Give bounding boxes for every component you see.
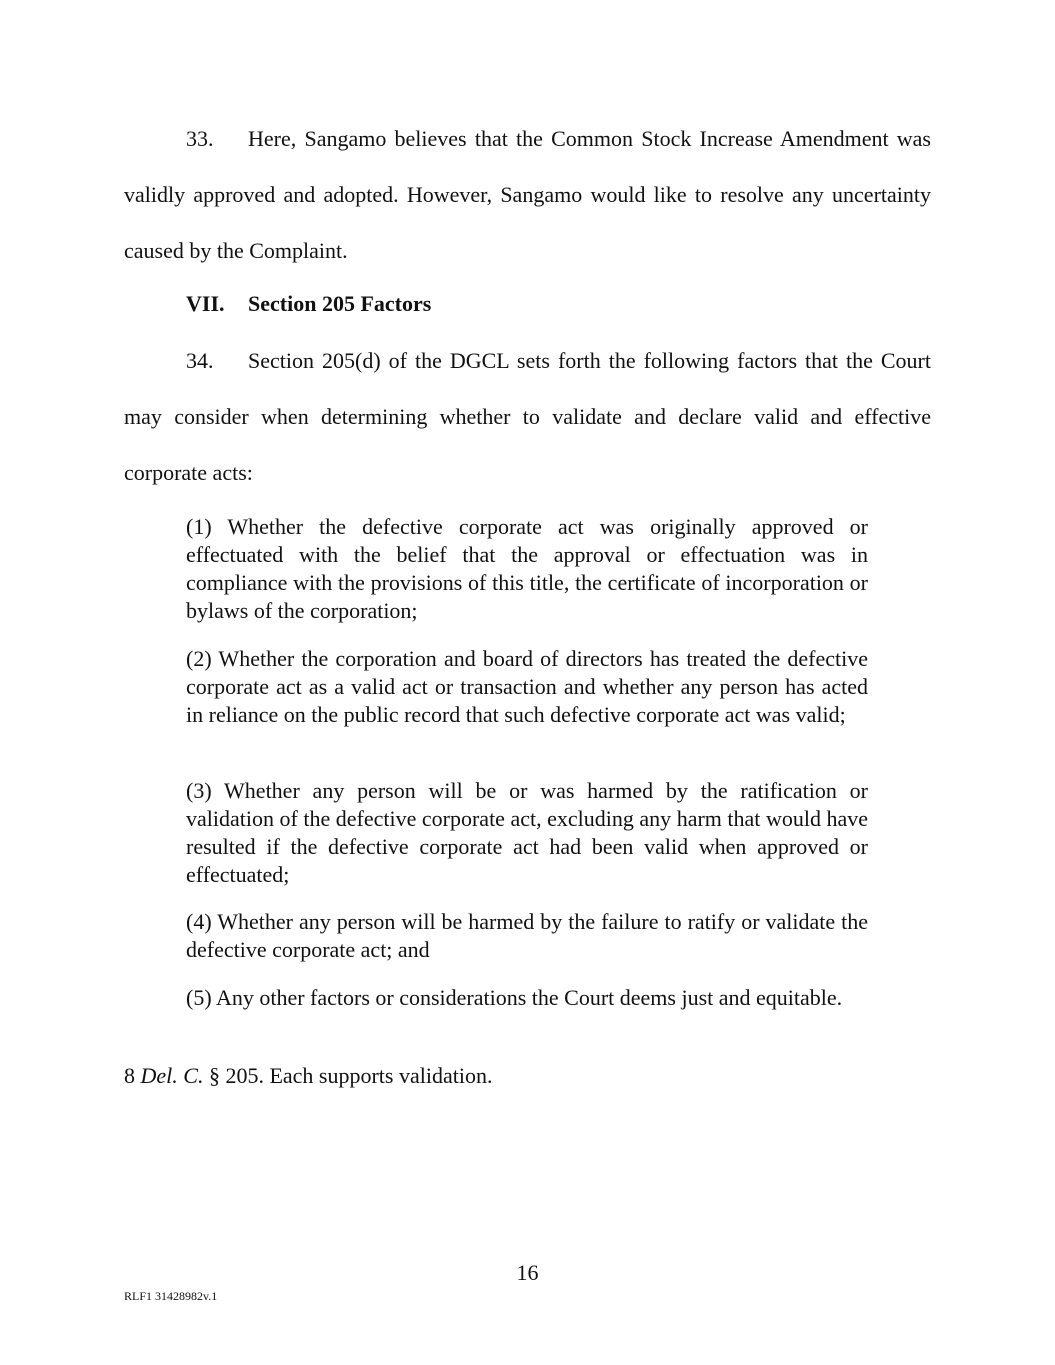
paragraph-34 bbox=[124, 333, 931, 501]
statute-citation bbox=[124, 1060, 492, 1092]
citation-prefix: 8 bbox=[124, 1063, 141, 1088]
block-quote-item-5: (5) Any other factors or considerations the Court deems just and equitable. bbox=[186, 985, 843, 1010]
paragraph-text: Section 205(d) of the DGCL sets forth the following factors that the Court may consider when determining whether to validate and declare valid and effective corporate acts: bbox=[124, 348, 931, 485]
section-number: VII. bbox=[186, 291, 225, 316]
page-number: 16 bbox=[516, 1260, 539, 1285]
block-quote-item-3: (3) Whether any person will be or was harmed by the ratification or validation of the defective corporate act, excluding any harm that would have resulted if the defective corporate act had been valid when approved or effectuated; bbox=[186, 778, 868, 887]
section-title: Section 205 Factors bbox=[248, 291, 432, 316]
paragraph-text: Here, Sangamo believes that the Common Stock Increase Amendment was validly approved and adopted. However, Sangamo would like to resolve any uncertainty caused by the Complaint. bbox=[124, 126, 931, 263]
document-id: RLF1 31428982v.1 bbox=[124, 1289, 218, 1303]
paragraph-number: 33. bbox=[186, 126, 214, 151]
block-quote-item-1: (1) Whether the defective corporate act was originally approved or effectuated with the belief that the approval or effectuation was in compliance with the provisions of this title, the certificate of incorporation or bylaws of the corporation; bbox=[186, 514, 868, 623]
paragraph-number: 34. bbox=[186, 348, 214, 373]
block-quote-item-2: (2) Whether the corporation and board of directors has treated the defective corporate act as a valid act or transaction and whether any person has acted in reliance on the public record that such defective corporate act was valid; bbox=[186, 646, 868, 727]
citation-reporter: Del. C. bbox=[140, 1063, 204, 1088]
section-heading bbox=[186, 287, 431, 321]
block-quote-item-4: (4) Whether any person will be harmed by the failure to ratify or validate the defective corporate act; and bbox=[186, 909, 868, 962]
paragraph-33 bbox=[124, 111, 931, 279]
citation-text: § 205. Each supports validation. bbox=[203, 1063, 493, 1088]
